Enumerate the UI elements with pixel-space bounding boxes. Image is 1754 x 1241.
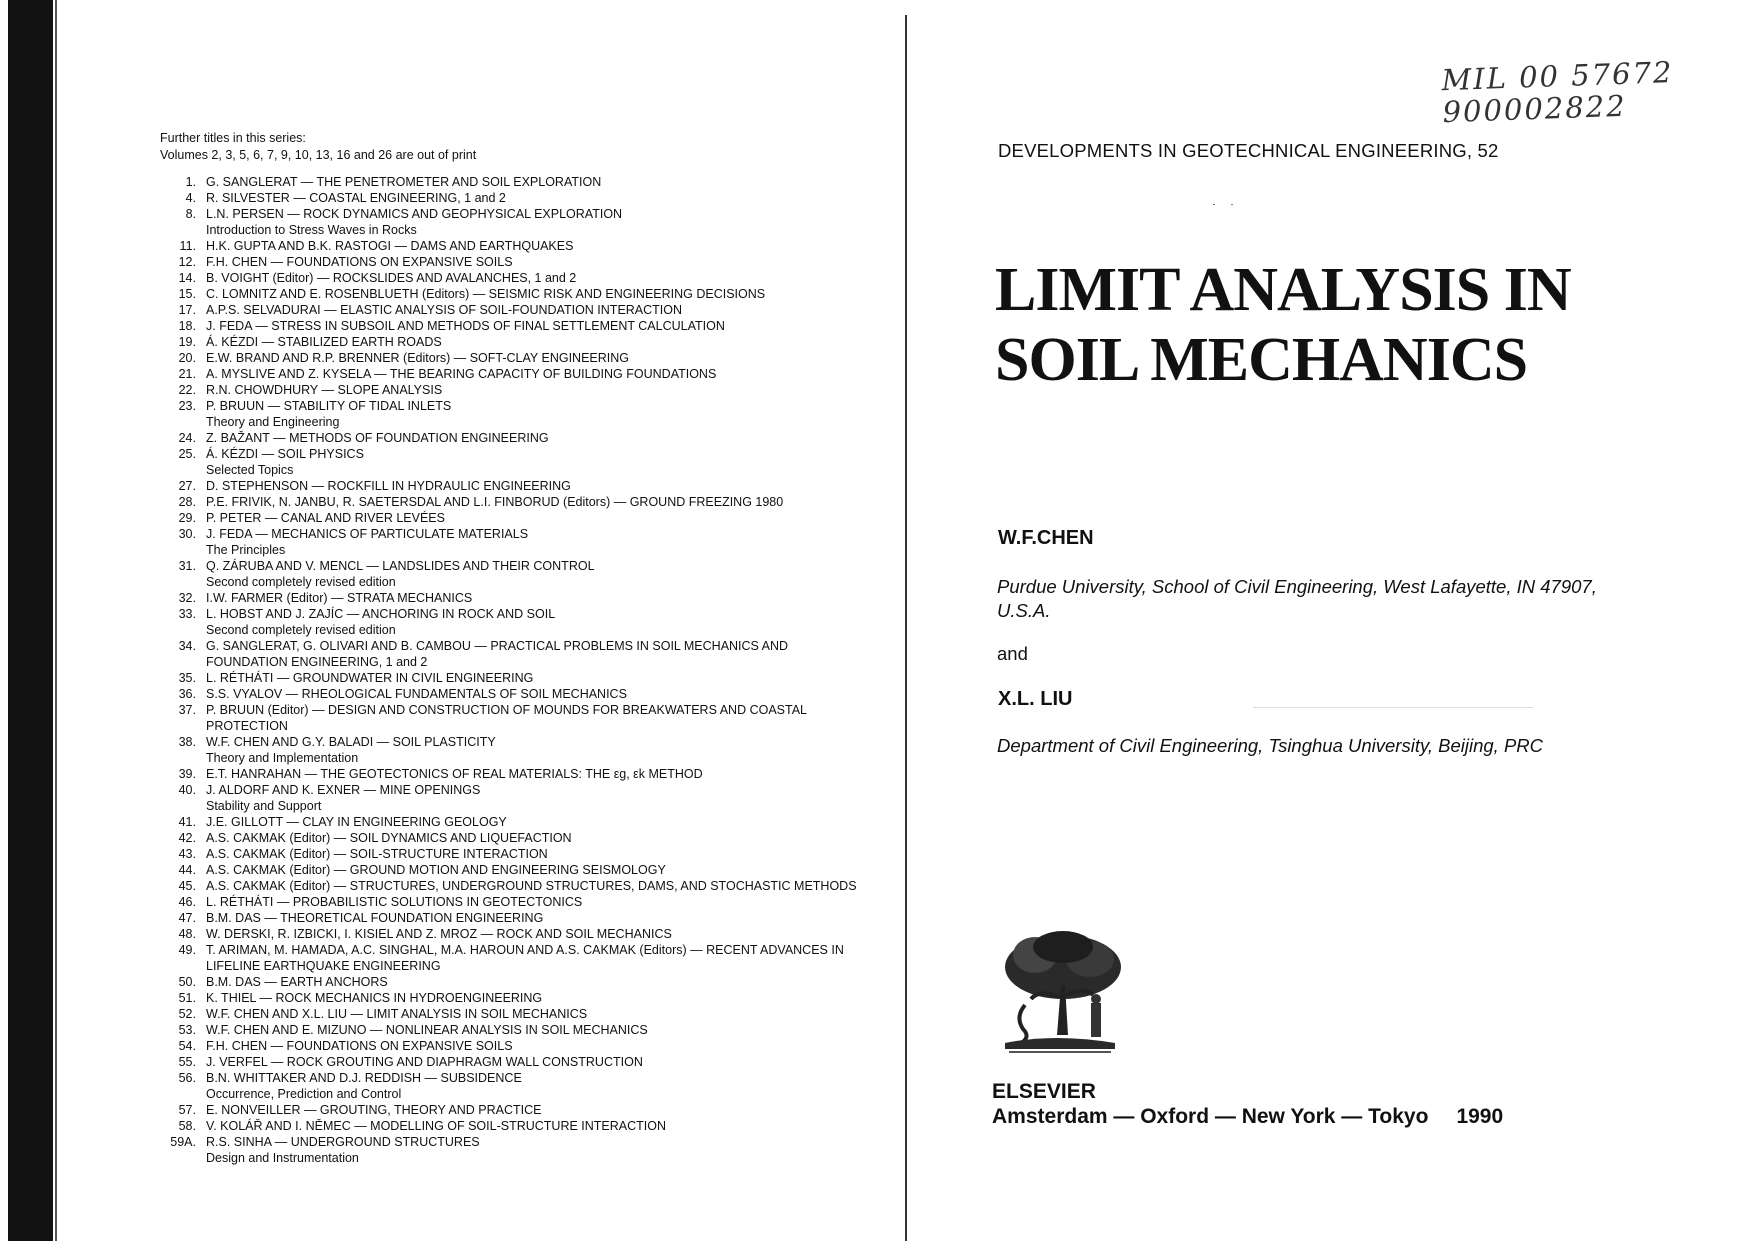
page-gutter (905, 15, 907, 1241)
series-title-text: A.P.S. SELVADURAI — ELASTIC ANALYSIS OF SOIL-FOUNDATION INTERACTION (206, 303, 683, 317)
publication-year: 1990 (1456, 1105, 1504, 1128)
series-subtitle-text: Second completely revised edition (206, 623, 396, 637)
series-list-item (160, 734, 860, 766)
series-volume-number: 39. (178, 767, 196, 781)
series-title-text: K. THIEL — ROCK MECHANICS IN HYDROENGINEERING (206, 991, 543, 1005)
series-list-item (160, 558, 860, 590)
series-list-item (160, 686, 860, 702)
series-volume-number: 48. (178, 927, 196, 941)
series-title-text: J. FEDA — MECHANICS OF PARTICULATE MATERIALS (206, 527, 529, 541)
series-list-item (160, 510, 860, 526)
series-list-item (160, 702, 860, 734)
series-title-text: A.S. CAKMAK (Editor) — SOIL DYNAMICS AND LIQUEFACTION (206, 831, 572, 845)
series-title-entry (206, 926, 860, 942)
publication-info (992, 1105, 1503, 1129)
series-subtitle-text: Theory and Implementation (206, 751, 359, 765)
series-volume-number: 33. (178, 607, 196, 621)
book-binding-edge (8, 0, 53, 1241)
series-title-text: J. FEDA — STRESS IN SUBSOIL AND METHODS OF FINAL SETTLEMENT CALCULATION (206, 319, 725, 333)
series-volume-number: 44. (178, 863, 196, 877)
series-list-item (160, 254, 860, 270)
series-title-entry (206, 766, 860, 782)
series-volume-number: 42. (178, 831, 196, 845)
series-title-entry (206, 1054, 860, 1070)
series-subtitle-text: Design and Instrumentation (206, 1151, 359, 1165)
series-volume-number: 49. (178, 943, 196, 957)
author-2: X.L. LIU (998, 688, 1073, 710)
series-list-item (160, 990, 860, 1006)
series-title-text: E. NONVEILLER — GROUTING, THEORY AND PRACTICE (206, 1103, 542, 1117)
series-title: DEVELOPMENTS IN GEOTECHNICAL ENGINEERING, 52 (998, 140, 1499, 161)
series-list-item (160, 1134, 860, 1166)
series-title-text: Z. BAŽANT — METHODS OF FOUNDATION ENGINEERING (206, 431, 549, 445)
series-list-item (160, 894, 860, 910)
series-subtitle-text: Selected Topics (206, 463, 294, 477)
series-title-list (160, 174, 860, 1166)
series-list-item (160, 478, 860, 494)
series-volume-number: 35. (178, 671, 196, 685)
series-title-text: C. LOMNITZ AND E. ROSENBLUETH (Editors) — SEISMIC RISK AND ENGINEERING DECISIONS (206, 287, 766, 301)
publisher-cities: Amsterdam — Oxford — New York — Tokyo (992, 1105, 1429, 1128)
series-title-entry (206, 190, 860, 206)
series-list-item (160, 814, 860, 830)
scan-speck (1213, 204, 1215, 205)
series-title-text: B.N. WHITTAKER AND D.J. REDDISH — SUBSIDENCE (206, 1071, 522, 1085)
series-list-item (160, 590, 860, 606)
series-title-text: A.S. CAKMAK (Editor) — STRUCTURES, UNDERGROUND STRUCTURES, DAMS, AND STOCHASTIC METHODS (206, 879, 857, 893)
affiliation-1: Purdue University, School of Civil Engineering, West Lafayette, IN 47907, U.S.A. (997, 576, 1597, 621)
series-title-entry (206, 510, 860, 526)
series-volume-number: 19. (178, 335, 196, 349)
elsevier-tree-logo-icon (995, 925, 1125, 1060)
series-title-entry (206, 206, 860, 238)
series-volume-number: 22. (178, 383, 196, 397)
series-list-item (160, 974, 860, 990)
series-list-item (160, 830, 860, 846)
series-list-item (160, 926, 860, 942)
affiliation-2: Department of Civil Engineering, Tsinghua University, Beijing, PRC (997, 735, 1544, 756)
series-title-entry (206, 174, 860, 190)
series-subtitle-text: The Principles (206, 543, 286, 557)
series-volume-number: 34. (178, 639, 196, 653)
series-title-entry (206, 942, 860, 974)
series-title-text: P. BRUUN — STABILITY OF TIDAL INLETS (206, 399, 452, 413)
series-title-text: V. KOLÁŘ AND I. NĚMEC — MODELLING OF SOIL-STRUCTURE INTERACTION (206, 1119, 667, 1133)
series-title-text: Á. KÉZDI — STABILIZED EARTH ROADS (206, 335, 442, 349)
series-subtitle-text: Introduction to Stress Waves in Rocks (206, 223, 417, 237)
series-list-item (160, 862, 860, 878)
series-title-text: L.N. PERSEN — ROCK DYNAMICS AND GEOPHYSICAL EXPLORATION (206, 207, 623, 221)
series-title-text: S.S. VYALOV — RHEOLOGICAL FUNDAMENTALS OF SOIL MECHANICS (206, 687, 627, 701)
series-title-text: J. ALDORF AND K. EXNER — MINE OPENINGS (206, 783, 481, 797)
series-volume-number: 50. (178, 975, 196, 989)
series-title-text: A.S. CAKMAK (Editor) — GROUND MOTION AND ENGINEERING SEISMOLOGY (206, 863, 666, 877)
series-volume-number: 40. (178, 783, 196, 797)
series-list-item (160, 1102, 860, 1118)
series-volume-number: 52. (178, 1007, 196, 1021)
book-title-line-1: LIMIT ANALYSIS IN (995, 256, 1571, 324)
series-volume-number: 41. (178, 815, 196, 829)
series-title-text: W.F. CHEN AND X.L. LIU — LIMIT ANALYSIS IN SOIL MECHANICS (206, 1007, 588, 1021)
series-title-entry (206, 494, 860, 510)
series-list-item (160, 670, 860, 686)
series-list-item (160, 190, 860, 206)
series-title-entry (206, 1006, 860, 1022)
series-volume-number: 43. (178, 847, 196, 861)
series-list-item (160, 430, 860, 446)
scan-speck (1253, 707, 1533, 708)
series-title-entry (206, 686, 860, 702)
series-list-item (160, 286, 860, 302)
series-volume-number: 27. (178, 479, 196, 493)
series-title-text: E.W. BRAND AND R.P. BRENNER (Editors) — SOFT-CLAY ENGINEERING (206, 351, 629, 365)
series-title-entry (206, 830, 860, 846)
series-volume-number: 51. (178, 991, 196, 1005)
series-volume-number: 15. (178, 287, 196, 301)
series-title-entry (206, 670, 860, 686)
series-title-entry (206, 606, 860, 638)
series-title-text: P. PETER — CANAL AND RIVER LEVÉES (206, 511, 445, 525)
series-volume-number: 21. (178, 367, 196, 381)
series-volume-number: 32. (178, 591, 196, 605)
series-volume-number: 38. (178, 735, 196, 749)
series-list-item (160, 766, 860, 782)
series-title-entry (206, 1038, 860, 1054)
series-title-entry (206, 974, 860, 990)
series-list-item (160, 350, 860, 366)
series-title-text: E.T. HANRAHAN — THE GEOTECTONICS OF REAL MATERIALS: THE εg, εk METHOD (206, 767, 703, 781)
series-title-entry (206, 238, 860, 254)
series-volume-number: 11. (179, 239, 196, 253)
handwritten-line-2: 900002822 (1442, 88, 1628, 130)
series-title-text: B.M. DAS — THEORETICAL FOUNDATION ENGINEERING (206, 911, 544, 925)
series-title-entry (206, 734, 860, 766)
series-volume-number: 53. (178, 1023, 196, 1037)
series-title-entry (206, 478, 860, 494)
handwritten-catalog-number (1441, 56, 1683, 128)
series-volume-number: 20. (178, 351, 196, 365)
book-title-line-2: SOIL MECHANICS (995, 326, 1528, 394)
series-subtitle-text: Stability and Support (206, 799, 322, 813)
series-title-entry (206, 910, 860, 926)
series-title-text: T. ARIMAN, M. HAMADA, A.C. SINGHAL, M.A. HAROUN AND A.S. CAKMAK (Editors) — RECENT ADVANCES IN LIFELINE EARTHQUAKE ENGINEERING (206, 943, 844, 973)
series-list-item (160, 238, 860, 254)
series-volume-number: 18. (178, 319, 196, 333)
publisher-name: ELSEVIER (992, 1080, 1096, 1103)
series-title-entry (206, 590, 860, 606)
series-subtitle-text: Theory and Engineering (206, 415, 340, 429)
series-title-entry (206, 862, 860, 878)
series-title-entry (206, 350, 860, 366)
series-volume-number: 28. (178, 495, 196, 509)
series-volume-number: 45. (178, 879, 196, 893)
series-title-entry (206, 270, 860, 286)
series-title-text: R.N. CHOWDHURY — SLOPE ANALYSIS (206, 383, 443, 397)
series-title-entry (206, 366, 860, 382)
series-volume-number: 56. (178, 1071, 196, 1085)
series-title-text: L. HOBST AND J. ZAJÍC — ANCHORING IN ROCK AND SOIL (206, 607, 556, 621)
series-volume-number: 14. (178, 271, 196, 285)
series-title-entry (206, 990, 860, 1006)
series-title-entry (206, 846, 860, 862)
series-volume-number: 59A. (170, 1135, 196, 1149)
series-volume-number: 23. (178, 399, 196, 413)
series-volume-number: 12. (178, 255, 196, 269)
series-title-text: R.S. SINHA — UNDERGROUND STRUCTURES (206, 1135, 480, 1149)
series-header (160, 130, 860, 164)
series-title-text: R. SILVESTER — COASTAL ENGINEERING, 1 and 2 (206, 191, 506, 205)
series-title-text: H.K. GUPTA AND B.K. RASTOGI — DAMS AND EARTHQUAKES (206, 239, 574, 253)
series-title-entry (206, 254, 860, 270)
series-title-entry (206, 1134, 860, 1166)
series-list-item (160, 398, 860, 430)
series-volume-number: 30. (178, 527, 196, 541)
series-list-item (160, 878, 860, 894)
series-title-text: Q. ZÁRUBA AND V. MENCL — LANDSLIDES AND THEIR CONTROL (206, 559, 595, 573)
series-volume-number: 31. (178, 559, 196, 573)
series-title-text: L. RÉTHÁTI — GROUNDWATER IN CIVIL ENGINEERING (206, 671, 534, 685)
series-title-entry (206, 878, 860, 894)
series-list-item (160, 606, 860, 638)
series-title-text: G. SANGLERAT, G. OLIVARI AND B. CAMBOU — PRACTICAL PROBLEMS IN SOIL MECHANICS AND FOUNDATION ENGINEERING, 1 and 2 (206, 639, 789, 669)
series-title-entry (206, 446, 860, 478)
series-subtitle-text: Second completely revised edition (206, 575, 396, 589)
series-list-item (160, 174, 860, 190)
series-volume-number: 58. (178, 1119, 196, 1133)
series-title-entry (206, 558, 860, 590)
series-list-item (160, 1022, 860, 1038)
series-volume-number: 54. (178, 1039, 196, 1053)
series-list-item (160, 1006, 860, 1022)
series-volume-number: 55. (178, 1055, 196, 1069)
series-title-text: B. VOIGHT (Editor) — ROCKSLIDES AND AVALANCHES, 1 and 2 (206, 271, 577, 285)
series-volume-number: 24. (178, 431, 196, 445)
book-title (995, 255, 1695, 395)
series-list-item (160, 318, 860, 334)
series-volume-number: 47. (178, 911, 196, 925)
series-title-entry (206, 702, 860, 734)
series-title-entry (206, 302, 860, 318)
series-volume-number: 29. (178, 511, 196, 525)
series-title-text: J. VERFEL — ROCK GROUTING AND DIAPHRAGM WALL CONSTRUCTION (206, 1055, 643, 1069)
series-title-entry (206, 782, 860, 814)
series-volume-number: 36. (178, 687, 196, 701)
series-title-text: F.H. CHEN — FOUNDATIONS ON EXPANSIVE SOILS (206, 1039, 513, 1053)
series-list-item (160, 782, 860, 814)
series-title-text: F.H. CHEN — FOUNDATIONS ON EXPANSIVE SOILS (206, 255, 513, 269)
series-title-text: W.F. CHEN AND E. MIZUNO — NONLINEAR ANALYSIS IN SOIL MECHANICS (206, 1023, 648, 1037)
series-list-item (160, 846, 860, 862)
series-volume-number: 4. (185, 191, 196, 205)
series-volume-number: 25. (178, 447, 196, 461)
right-page (992, 0, 1715, 1241)
author-conjunction: and (997, 643, 1028, 664)
series-list-item (160, 494, 860, 510)
series-title-text: J.E. GILLOTT — CLAY IN ENGINEERING GEOLOGY (206, 815, 507, 829)
series-list-item (160, 270, 860, 286)
series-title-entry (206, 526, 860, 558)
series-list-item (160, 942, 860, 974)
series-list-item (160, 206, 860, 238)
series-volume-number: 17. (178, 303, 196, 317)
left-page (160, 130, 860, 1166)
series-title-entry (206, 814, 860, 830)
series-title-entry (206, 1118, 860, 1134)
series-title-text: W. DERSKI, R. IZBICKI, I. KISIEL AND Z. MROZ — ROCK AND SOIL MECHANICS (206, 927, 672, 941)
series-volume-number: 57. (178, 1103, 196, 1117)
series-list-item (160, 334, 860, 350)
series-list-item (160, 1070, 860, 1102)
series-title-entry (206, 398, 860, 430)
series-title-text: B.M. DAS — EARTH ANCHORS (206, 975, 388, 989)
series-volume-number: 37. (178, 703, 196, 717)
out-of-print-note: Volumes 2, 3, 5, 6, 7, 9, 10, 13, 16 and 26 are out of print (160, 148, 477, 162)
series-title-text: A.S. CAKMAK (Editor) — SOIL-STRUCTURE INTERACTION (206, 847, 548, 861)
series-title-text: I.W. FARMER (Editor) — STRATA MECHANICS (206, 591, 473, 605)
series-list-item (160, 1118, 860, 1134)
series-title-entry (206, 1022, 860, 1038)
series-title-text: L. RÉTHÁTI — PROBABILISTIC SOLUTIONS IN GEOTECTONICS (206, 895, 583, 909)
series-title-text: W.F. CHEN AND G.Y. BALADI — SOIL PLASTICITY (206, 735, 496, 749)
series-list-item (160, 910, 860, 926)
series-list-item (160, 1054, 860, 1070)
series-list-item (160, 382, 860, 398)
series-list-item (160, 446, 860, 478)
series-title-entry (206, 1102, 860, 1118)
series-list-item (160, 1038, 860, 1054)
series-volume-number: 8. (185, 207, 196, 221)
series-title-text: Á. KÉZDI — SOIL PHYSICS (206, 447, 364, 461)
series-title-entry (206, 894, 860, 910)
handwritten-line-1: MIL 00 57672 (1440, 55, 1674, 98)
series-title-entry (206, 334, 860, 350)
series-list-item (160, 638, 860, 670)
series-title-text: G. SANGLERAT — THE PENETROMETER AND SOIL EXPLORATION (206, 175, 602, 189)
author-1: W.F.CHEN (998, 527, 1094, 549)
series-title-text: P.E. FRIVIK, N. JANBU, R. SAETERSDAL AND L.I. FINBORUD (Editors) — GROUND FREEZING 1980 (206, 495, 784, 509)
series-list-item (160, 366, 860, 382)
series-title-entry (206, 638, 860, 670)
series-intro: Further titles in this series: (160, 131, 306, 145)
series-title-entry (206, 382, 860, 398)
series-list-item (160, 526, 860, 558)
series-title-entry (206, 1070, 860, 1102)
series-volume-number: 46. (178, 895, 196, 909)
series-title-text: P. BRUUN (Editor) — DESIGN AND CONSTRUCTION OF MOUNDS FOR BREAKWATERS AND COASTAL PROTECTION (206, 703, 807, 733)
series-title-text: D. STEPHENSON — ROCKFILL IN HYDRAULIC ENGINEERING (206, 479, 571, 493)
scan-speck (1231, 204, 1233, 205)
series-title-entry (206, 286, 860, 302)
series-title-entry (206, 318, 860, 334)
series-list-item (160, 302, 860, 318)
series-subtitle-text: Occurrence, Prediction and Control (206, 1087, 402, 1101)
series-title-text: A. MYSLIVE AND Z. KYSELA — THE BEARING CAPACITY OF BUILDING FOUNDATIONS (206, 367, 717, 381)
series-title-entry (206, 430, 860, 446)
series-volume-number: 1. (185, 175, 196, 189)
